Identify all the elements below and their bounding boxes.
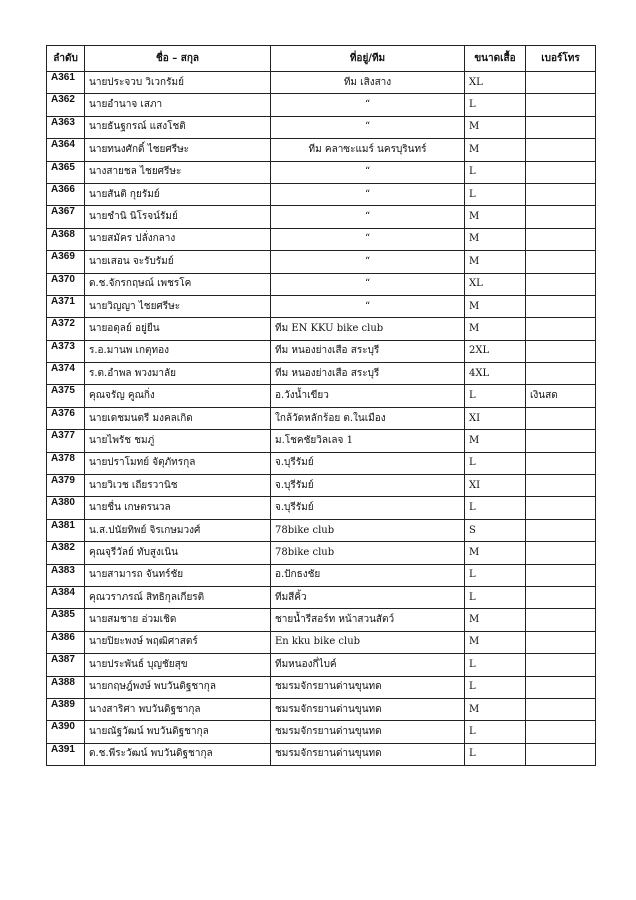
cell-phone [526, 94, 596, 116]
cell-address: 78bike club [271, 519, 465, 541]
cell-id: A389 [47, 698, 85, 720]
table-row [47, 295, 596, 317]
cell-name: ร.อ.มานพ เกตุทอง [85, 340, 271, 362]
cell-shirt-size: L [465, 564, 526, 586]
cell-phone [526, 251, 596, 273]
cell-phone [526, 295, 596, 317]
cell-shirt-size: XL [465, 273, 526, 295]
cell-name: ด.ช.พีระวัฒน์ พบวันดิฐชากุล [85, 743, 271, 765]
cell-shirt-size: XL [465, 72, 526, 94]
cell-shirt-size: M [465, 116, 526, 138]
table-row [47, 72, 596, 94]
cell-address: ชายน้ำรีสอร์ท หน้าสวนสัตว์ [271, 609, 465, 631]
cell-phone: เงินสด [526, 385, 596, 407]
cell-phone [526, 228, 596, 250]
cell-shirt-size: L [465, 385, 526, 407]
table-row [47, 564, 596, 586]
cell-shirt-size: M [465, 251, 526, 273]
cell-address: ทีม หนองย่างเสือ สระบุรี [271, 363, 465, 385]
cell-phone [526, 631, 596, 653]
cell-id: A367 [47, 206, 85, 228]
cell-id: A378 [47, 452, 85, 474]
cell-id: A383 [47, 564, 85, 586]
cell-id: A382 [47, 542, 85, 564]
cell-phone [526, 206, 596, 228]
registration-table [46, 45, 596, 766]
header-size: ขนาดเสื้อ [465, 46, 526, 72]
table-row [47, 116, 596, 138]
table-row [47, 385, 596, 407]
table-row [47, 228, 596, 250]
cell-address: “ [271, 228, 465, 250]
cell-address: จ.บุรีรัมย์ [271, 497, 465, 519]
cell-address: ชมรมจักรยานด่านขุนทด [271, 721, 465, 743]
cell-shirt-size: M [465, 206, 526, 228]
cell-name: นางสาริศา พบวันดิฐชากุล [85, 698, 271, 720]
cell-phone [526, 340, 596, 362]
cell-name: ร.ต.อำพล พวงมาลัย [85, 363, 271, 385]
cell-address: อ.วังน้ำเขียว [271, 385, 465, 407]
cell-phone [526, 519, 596, 541]
cell-shirt-size: M [465, 631, 526, 653]
cell-id: A366 [47, 183, 85, 205]
cell-phone [526, 542, 596, 564]
cell-id: A373 [47, 340, 85, 362]
table-row [47, 654, 596, 676]
cell-address: “ [271, 94, 465, 116]
cell-phone [526, 586, 596, 608]
cell-address: ชมรมจักรยานด่านขุนทด [271, 676, 465, 698]
cell-id: A376 [47, 407, 85, 429]
cell-shirt-size: M [465, 430, 526, 452]
cell-id: A363 [47, 116, 85, 138]
cell-address: “ [271, 116, 465, 138]
cell-id: A364 [47, 139, 85, 161]
cell-phone [526, 139, 596, 161]
table-row [47, 340, 596, 362]
cell-address: ม.โชคชัยวิลเลจ 1 [271, 430, 465, 452]
table-row [47, 452, 596, 474]
table-body [47, 72, 596, 766]
cell-id: A381 [47, 519, 85, 541]
cell-name: นายชำนิ นิโรจน์รัมย์ [85, 206, 271, 228]
cell-shirt-size: S [465, 519, 526, 541]
cell-id: A377 [47, 430, 85, 452]
cell-shirt-size: L [465, 586, 526, 608]
table-row [47, 407, 596, 429]
cell-address: ชมรมจักรยานด่านขุนทด [271, 698, 465, 720]
cell-shirt-size: M [465, 698, 526, 720]
cell-shirt-size: XI [465, 407, 526, 429]
table-row [47, 251, 596, 273]
cell-address: ใกล้วัดหลักร้อย ต.ในเมือง [271, 407, 465, 429]
table-row [47, 586, 596, 608]
table-row [47, 183, 596, 205]
cell-name: คุณจุรีวัลย์ ทับสูงเนิน [85, 542, 271, 564]
cell-name: นายเดชมนตรี มงคลเกิด [85, 407, 271, 429]
cell-phone [526, 743, 596, 765]
cell-id: A370 [47, 273, 85, 295]
cell-phone [526, 72, 596, 94]
cell-id: A375 [47, 385, 85, 407]
header-id: ลำดับ [47, 46, 85, 72]
cell-phone [526, 721, 596, 743]
table-row [47, 743, 596, 765]
cell-address: ทีม EN KKU bike club [271, 318, 465, 340]
cell-phone [526, 407, 596, 429]
table-row [47, 363, 596, 385]
cell-name: นายอำนาจ เสภา [85, 94, 271, 116]
cell-name: นายกฤษฎ์พงษ์ พบวันดิฐชากุล [85, 676, 271, 698]
table-row [47, 676, 596, 698]
cell-address: “ [271, 295, 465, 317]
cell-name: นายประจวบ วิเวกรัมย์ [85, 72, 271, 94]
cell-shirt-size: M [465, 609, 526, 631]
cell-phone [526, 564, 596, 586]
cell-address: จ.บุรีรัมย์ [271, 452, 465, 474]
cell-name: นายสมชาย อ่วมเชิด [85, 609, 271, 631]
cell-name: นายเสอน จะรับรัมย์ [85, 251, 271, 273]
table-row [47, 206, 596, 228]
cell-shirt-size: M [465, 318, 526, 340]
cell-name: นายไพรัช ชมภู่ [85, 430, 271, 452]
cell-shirt-size: L [465, 743, 526, 765]
cell-id: A385 [47, 609, 85, 631]
cell-phone [526, 676, 596, 698]
cell-shirt-size: 2XL [465, 340, 526, 362]
table-row [47, 631, 596, 653]
cell-name: ด.ช.จักรกฤษณ์ เพชรโค [85, 273, 271, 295]
cell-id: A379 [47, 475, 85, 497]
cell-address: “ [271, 273, 465, 295]
cell-id: A365 [47, 161, 85, 183]
cell-address: ชมรมจักรยานด่านขุนทด [271, 743, 465, 765]
cell-shirt-size: M [465, 228, 526, 250]
cell-id: A390 [47, 721, 85, 743]
table-row [47, 475, 596, 497]
cell-phone [526, 116, 596, 138]
cell-shirt-size: L [465, 676, 526, 698]
cell-phone [526, 609, 596, 631]
cell-shirt-size: M [465, 295, 526, 317]
table-row [47, 273, 596, 295]
cell-phone [526, 273, 596, 295]
cell-phone [526, 318, 596, 340]
cell-name: คุณจรัญ คูณกิ่ง [85, 385, 271, 407]
cell-id: A362 [47, 94, 85, 116]
cell-shirt-size: M [465, 139, 526, 161]
cell-id: A388 [47, 676, 85, 698]
table-row [47, 497, 596, 519]
cell-address: “ [271, 206, 465, 228]
cell-shirt-size: L [465, 654, 526, 676]
cell-id: A368 [47, 228, 85, 250]
cell-id: A371 [47, 295, 85, 317]
table-row [47, 519, 596, 541]
cell-phone [526, 161, 596, 183]
cell-shirt-size: L [465, 94, 526, 116]
cell-name: คุณวราภรณ์ สิทธิกุลเกียรติ [85, 586, 271, 608]
table-row [47, 430, 596, 452]
table-header-row [47, 46, 596, 72]
cell-shirt-size: L [465, 452, 526, 474]
cell-id: A372 [47, 318, 85, 340]
cell-address: “ [271, 161, 465, 183]
cell-name: นายวิญญา ไชยศรีษะ [85, 295, 271, 317]
table-row [47, 698, 596, 720]
cell-address: “ [271, 251, 465, 273]
cell-id: A369 [47, 251, 85, 273]
table-row [47, 161, 596, 183]
cell-phone [526, 363, 596, 385]
cell-name: นายสามารถ จันทร์ชัย [85, 564, 271, 586]
cell-phone [526, 183, 596, 205]
cell-phone [526, 698, 596, 720]
cell-id: A387 [47, 654, 85, 676]
table-row [47, 721, 596, 743]
cell-name: นายอดุลย์ อยู่ยืน [85, 318, 271, 340]
cell-name: นายปิยะพงษ์ พฤฒิศาสตร์ [85, 631, 271, 653]
cell-name: นายวิเวช เถียรวานิช [85, 475, 271, 497]
cell-shirt-size: L [465, 721, 526, 743]
table-row [47, 94, 596, 116]
cell-address: 78bike club [271, 542, 465, 564]
table-row [47, 318, 596, 340]
cell-name: นายชื่น เกษตรนวล [85, 497, 271, 519]
cell-address: อ.ปักธงชัย [271, 564, 465, 586]
cell-id: A374 [47, 363, 85, 385]
cell-shirt-size: L [465, 161, 526, 183]
table-row [47, 609, 596, 631]
cell-address: ทีม หนองย่างเสือ สระบุรี [271, 340, 465, 362]
cell-address: “ [271, 183, 465, 205]
cell-name: นายสมัคร ปลั่งกลาง [85, 228, 271, 250]
cell-phone [526, 430, 596, 452]
cell-id: A391 [47, 743, 85, 765]
cell-shirt-size: XI [465, 475, 526, 497]
cell-name: นายประพันธ์ บุญชัยสุข [85, 654, 271, 676]
cell-name: น.ส.ปนัยทิพย์ จิรเกษมวงศ์ [85, 519, 271, 541]
table-row [47, 542, 596, 564]
cell-id: A386 [47, 631, 85, 653]
cell-name: นายสันติ กุยรัมย์ [85, 183, 271, 205]
cell-name: นายทนงศักดิ์ ไชยศรีษะ [85, 139, 271, 161]
cell-name: นายณัฐวัฒน์ พบวันดิฐชากุล [85, 721, 271, 743]
cell-address: ทีมสีคิ้ว [271, 586, 465, 608]
cell-shirt-size: 4XL [465, 363, 526, 385]
cell-address: ทีมหนองกี่ไบค์ [271, 654, 465, 676]
cell-id: A380 [47, 497, 85, 519]
cell-name: นายธันฐกรณ์ แสงโชติ [85, 116, 271, 138]
cell-shirt-size: L [465, 497, 526, 519]
cell-id: A384 [47, 586, 85, 608]
cell-name: นางสายชล ไชยศรีษะ [85, 161, 271, 183]
cell-address: ทีม เสิงสาง [271, 72, 465, 94]
cell-address: ทีม คลาซะแมร์ นครบุรินทร์ [271, 139, 465, 161]
cell-address: En kku bike club [271, 631, 465, 653]
cell-id: A361 [47, 72, 85, 94]
cell-shirt-size: M [465, 542, 526, 564]
table-row [47, 139, 596, 161]
cell-address: จ.บุรีรัมย์ [271, 475, 465, 497]
cell-phone [526, 475, 596, 497]
cell-shirt-size: L [465, 183, 526, 205]
header-address: ที่อยู่/ทีม [271, 46, 465, 72]
cell-name: นายปราโมทย์ จัตุภัทรกุล [85, 452, 271, 474]
cell-phone [526, 452, 596, 474]
header-name: ชื่อ – สกุล [85, 46, 271, 72]
header-phone: เบอร์โทร [526, 46, 596, 72]
cell-phone [526, 497, 596, 519]
cell-phone [526, 654, 596, 676]
